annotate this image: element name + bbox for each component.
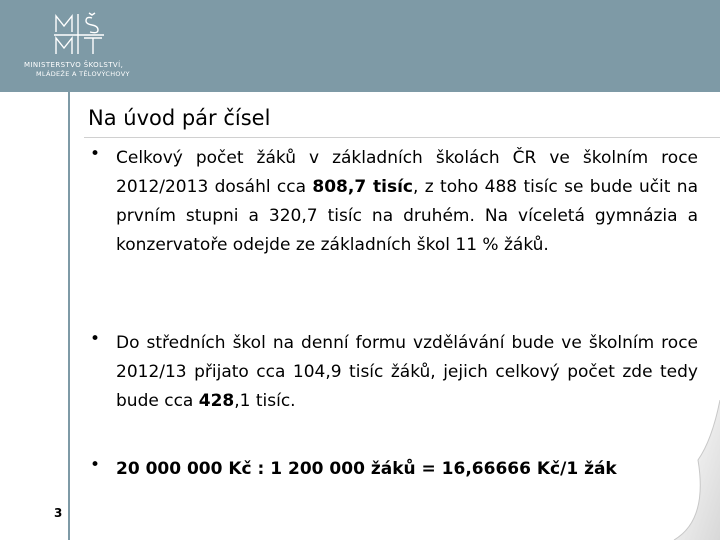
bullet-1-text-start: Celkový počet žáků v základních školách ČR ve školním roce 2012/2013 dosáhl cca	[116, 148, 698, 197]
bullet-2-bold: 428	[198, 391, 235, 411]
bullet-paragraph-1	[116, 144, 698, 260]
slide-title: Na úvod pár čísel	[88, 106, 271, 130]
msmt-logo-icon	[52, 12, 116, 56]
bullet-paragraph-3: 20 000 000 Kč : 1 200 000 žáků = 16,66666 Kč/1 žák	[116, 459, 617, 479]
logo-text-line2: MLÁDEŽE A TĚLOVÝCHOVY	[36, 70, 130, 78]
logo-text-line1: MINISTERSTVO ŠKOLSTVÍ,	[24, 61, 124, 69]
bullet-marker: •	[90, 144, 101, 164]
page-curl-decoration	[668, 400, 720, 540]
header-banner	[0, 0, 720, 92]
page-number: 3	[54, 506, 63, 520]
left-divider	[68, 92, 70, 540]
bullet-marker: •	[90, 455, 101, 475]
title-divider	[84, 137, 720, 138]
bullet-1-text-end: , z toho 488 tisíc se bude učit na prvním stupni a 320,7 tisíc na druhém. Na víceletá gymnázia a konzervatoře odejde ze základních škol 11 % žáků.	[116, 177, 698, 255]
bullet-2-text-end: ,1 tisíc.	[234, 391, 296, 411]
bullet-2-text-start: Do středních škol na denní formu vzdělávání bude ve školním roce 2012/13 přijato cca 104,9 tisíc žáků, jejich celkový počet zde tedy bude cca	[116, 333, 698, 411]
bullet-1-bold: 808,7 tisíc	[312, 177, 414, 197]
bullet-marker: •	[90, 329, 101, 349]
bullet-paragraph-2	[116, 329, 698, 416]
